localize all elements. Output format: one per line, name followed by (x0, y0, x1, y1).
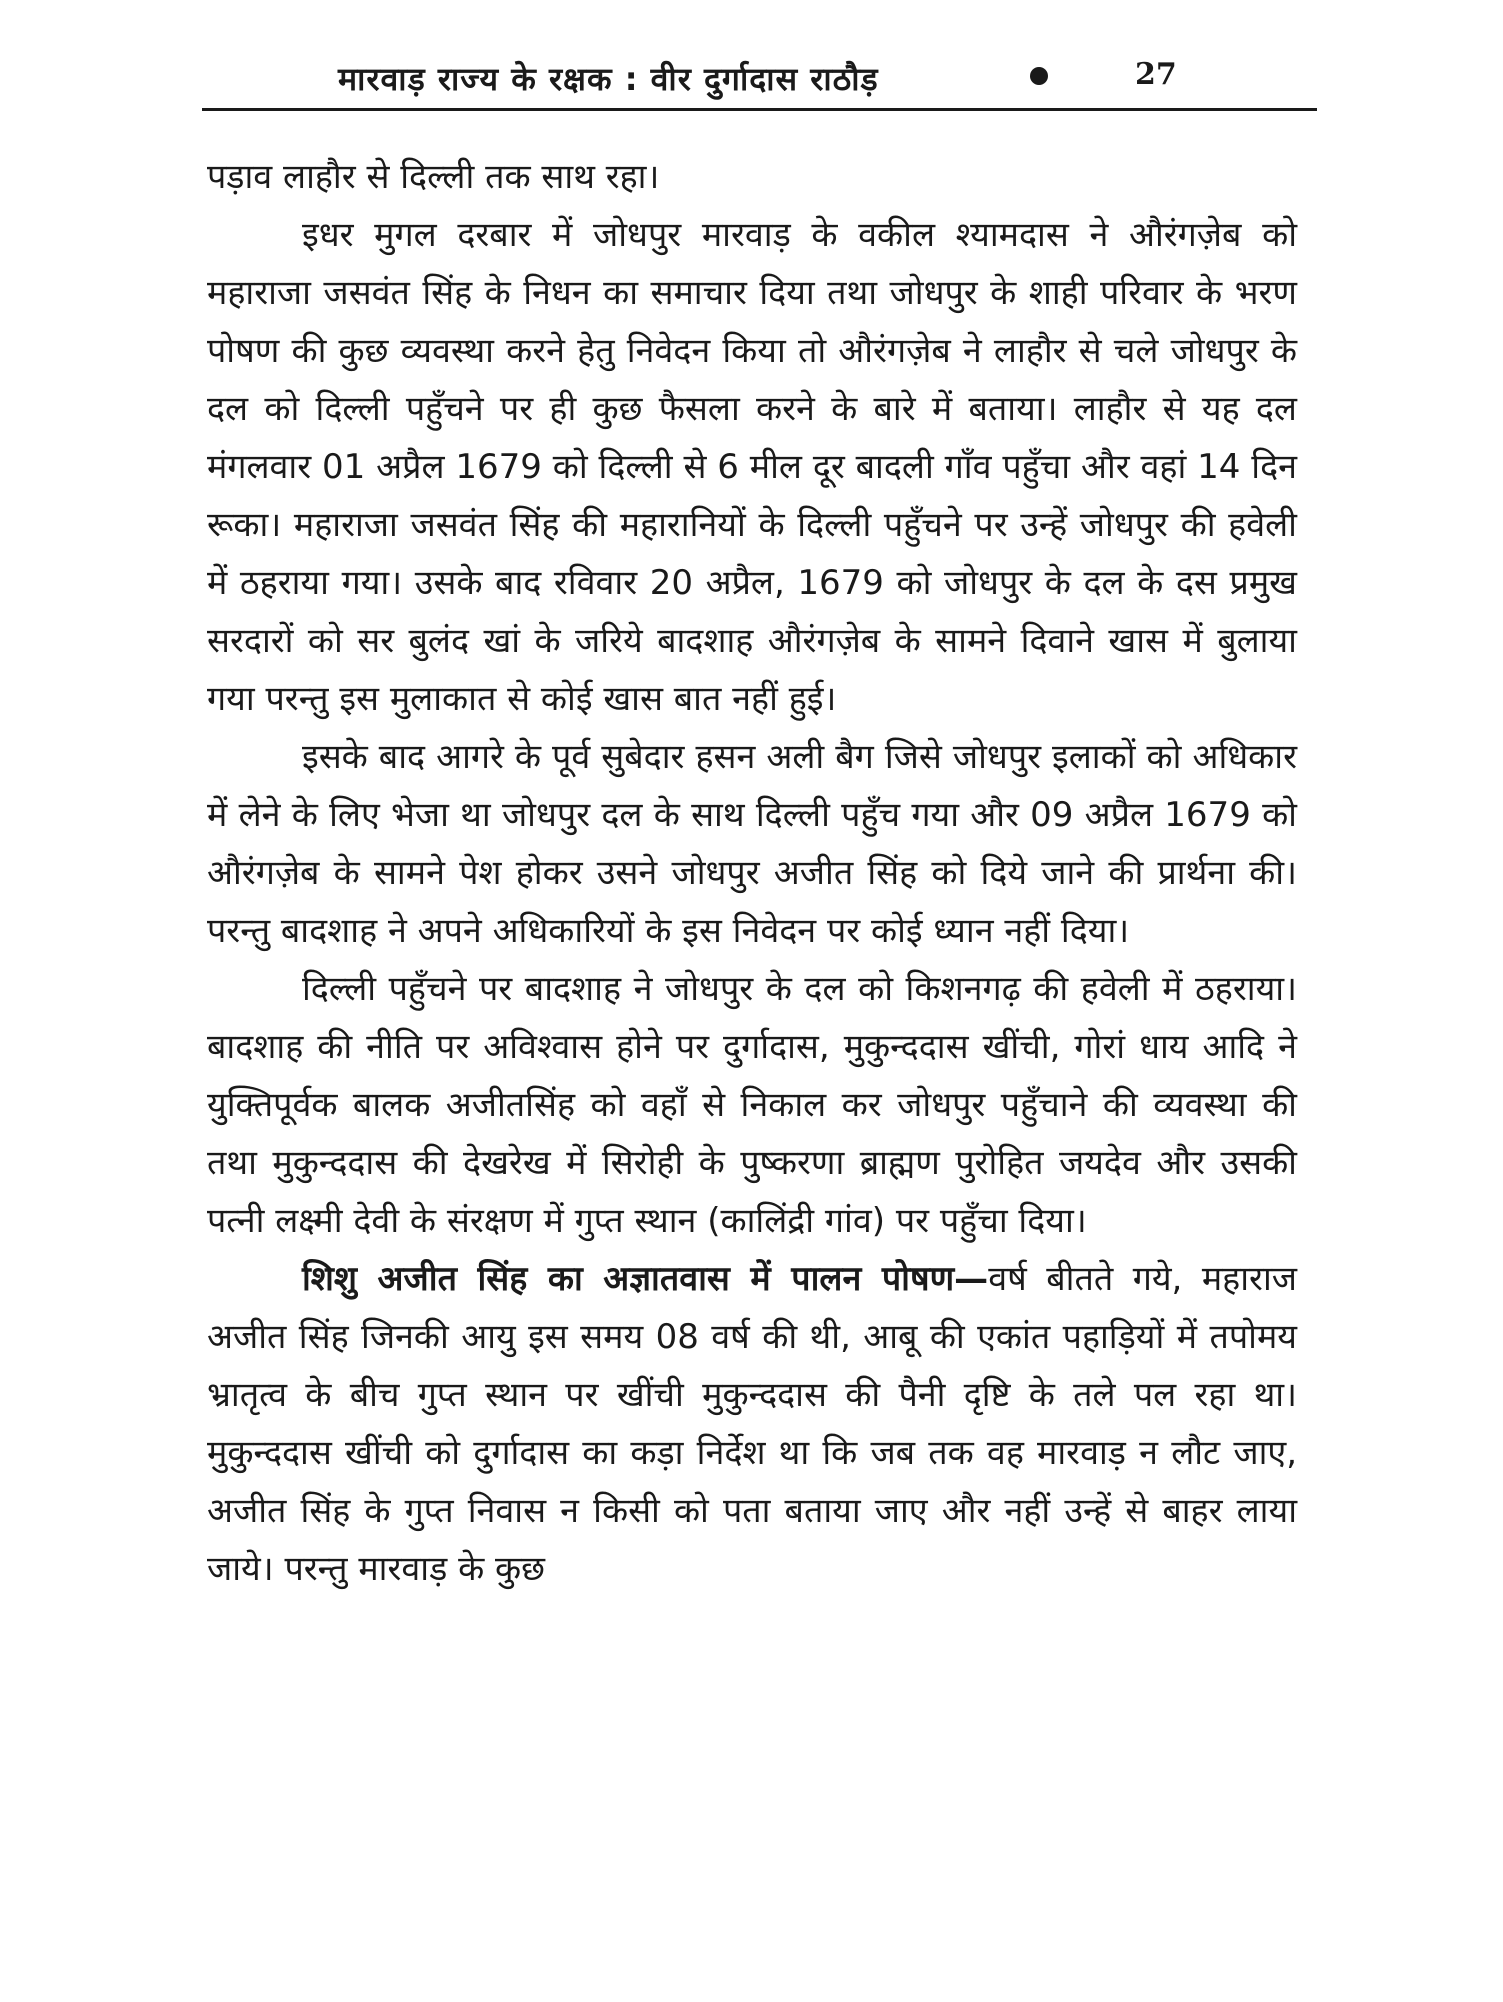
paragraph: पड़ाव लाहौर से दिल्ली तक साथ रहा। (207, 157, 660, 197)
paragraph (207, 1250, 1297, 1598)
page-number: 27 (1135, 57, 1177, 92)
running-header (200, 55, 1318, 105)
paragraph: दिल्ली पहुँचने पर बादशाह ने जोधपुर के दल को किशनगढ़ की हवेली में ठहराया। बादशाह की नीति पर अविश्वास होने पर दुर्गादास, मुकुन्ददास खींची, गोरां धाय आदि ने युक्तिपूर्वक बालक अजीतसिंह को वहाँ से निकाल कर जोधपुर पहुँचाने की व्यवस्था की तथा मुकुन्ददास की देखरेख में सिरोही के पुष्करणा ब्राह्मण पुरोहित जयदेव और उसकी पत्नी लक्ष्मी देवी के संरक्षण में गुप्त स्थान (कालिंद्री गांव) पर पहुँचा दिया। (207, 969, 1297, 1241)
paragraph: इधर मुगल दरबार में जोधपुर मारवाड़ के वकील श्यामदास ने औरंगज़ेब को महाराजा जसवंत सिंह के निधन का समाचार दिया तथा जोधपुर के शाही परिवार के भरण पोषण की कुछ व्यवस्था करने हेतु निवेदन किया तो औरंगज़ेब ने लाहौर से चले जोधपुर के दल को दिल्ली पहुँचने पर ही कुछ फैसला करने के बारे में बताया। लाहौर से यह दल मंगलवार 01 अप्रैल 1679 को दिल्ली से 6 मील दूर बादली गाँव पहुँचा और वहां 14 दिन रूका। महाराजा जसवंत सिंह की महारानियों के दिल्ली पहुँचने पर उन्हें जोधपुर की हवेली में ठहराया गया। उसके बाद रविवार 20 अप्रैल, 1679 को जोधपुर के दल के दस प्रमुख सरदारों को सर बुलंद खां के जरिये बादशाह औरंगज़ेब के सामने दिवाने खास में बुलाया गया परन्तु इस मुलाकात से कोई खास बात नहीं हुई। (207, 215, 1297, 719)
body-text (207, 148, 1297, 1598)
header-divider (202, 108, 1317, 111)
section-heading: शिशु अजीत सिंह का अज्ञातवास में पालन पोषण— (302, 1259, 989, 1299)
header-title: मारवाड़ राज्य के रक्षक : वीर दुर्गादास राठौड़ (338, 60, 879, 98)
bullet-icon (1030, 67, 1048, 85)
paragraph: इसके बाद आगरे के पूर्व सुबेदार हसन अली बैग जिसे जोधपुर इलाकों को अधिकार में लेने के लिए भेजा था जोधपुर दल के साथ दिल्ली पहुँच गया और 09 अप्रैल 1679 को औरंगज़ेब के सामने पेश होकर उसने जोधपुर अजीत सिंह को दिये जाने की प्रार्थना की। परन्तु बादशाह ने अपने अधिकारियों के इस निवेदन पर कोई ध्यान नहीं दिया। (207, 737, 1297, 951)
paragraph-text: वर्ष बीतते गये, महाराज अजीत सिंह जिनकी आयु इस समय 08 वर्ष की थी, आबू की एकांत पहाड़ियों में तपोमय भ्रातृत्व के बीच गुप्त स्थान पर खींची मुकुन्ददास की पैनी दृष्टि के तले पल रहा था। मुकुन्ददास खींची को दुर्गादास का कड़ा निर्देश था कि जब तक वह मारवाड़ न लौट जाए, अजीत सिंह के गुप्त निवास न किसी को पता बताया जाए और नहीं उन्हें से बाहर लाया जाये। परन्तु मारवाड़ के कुछ (207, 1259, 1297, 1589)
